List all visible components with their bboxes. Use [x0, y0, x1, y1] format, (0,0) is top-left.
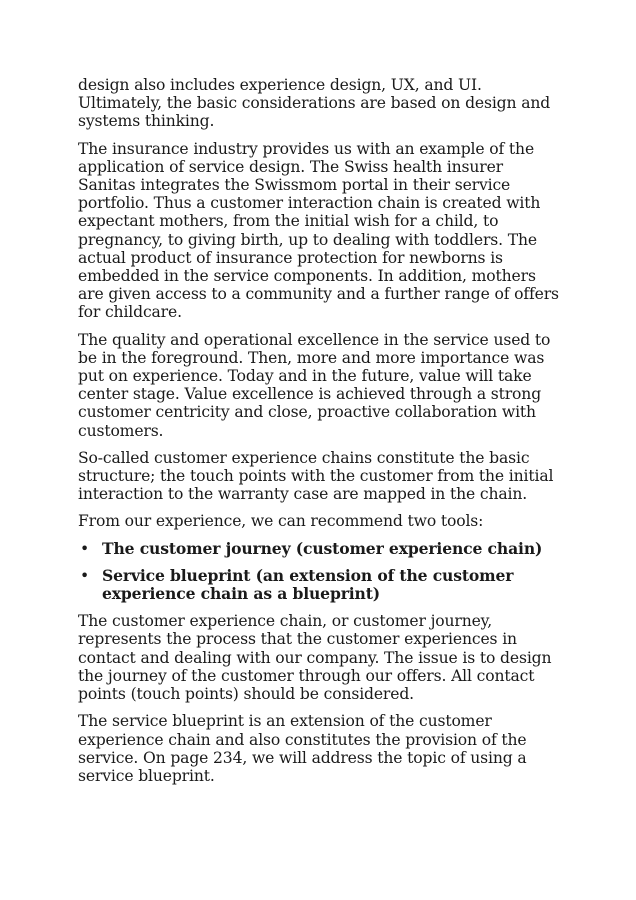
tool-customer-journey: The customer journey (customer experience chain): [102, 538, 543, 558]
tools-list: [78, 540, 564, 604]
paragraph-design-thinking: design also includes experience design, UX, and UI. Ultimately, the basic considerations are based on design and systems thinking.: [78, 76, 551, 131]
paragraph-service-blueprint: The service blueprint is an extension of the customer experience chain and also constitutes the provision of the service. On page 234, we will address the topic of using a service blueprint.: [78, 712, 527, 785]
bullet-icon: •: [80, 539, 90, 558]
tool-service-blueprint: Service blueprint (an extension of the customer experience chain as a blueprint): [102, 565, 514, 604]
paragraph-quality-excellence: The quality and operational excellence in the service used to be in the foreground. Then, more and more importance was put on experience. Today and in the future, value will take center stage. Value excellence is achieved through a strong customer centricity and close, proactive collaboration with customers.: [78, 330, 551, 440]
list-item: [80, 538, 564, 558]
paragraph-experience-chains: So-called customer experience chains constitute the basic structure; the touch points with the customer from the initial interaction to the warranty case are mapped in the chain.: [78, 448, 554, 504]
document-page: [78, 76, 564, 794]
list-item: [80, 565, 564, 604]
paragraph-tools-intro: From our experience, we can recommend two tools:: [78, 512, 484, 531]
paragraph-insurance-example: The insurance industry provides us with an example of the application of service design. The Swiss health insurer Sanitas integrates the Swissmom portal in their service portfolio. Thus a customer interaction chain is created with expectant mothers, from the initial wish for a child, to pregnancy, to giving birth, up to dealing with toddlers. The actual product of insurance protection for newborns is embedded in the service components. In addition, mothers are given access to a community and a further range of offers for childcare.: [78, 139, 559, 322]
bullet-icon: •: [80, 566, 90, 585]
paragraph-customer-journey: The customer experience chain, or customer journey, represents the process that the customer experiences in contact and dealing with our company. The issue is to design the journey of the customer through our offers. All contact points (touch points) should be considered.: [78, 612, 552, 704]
